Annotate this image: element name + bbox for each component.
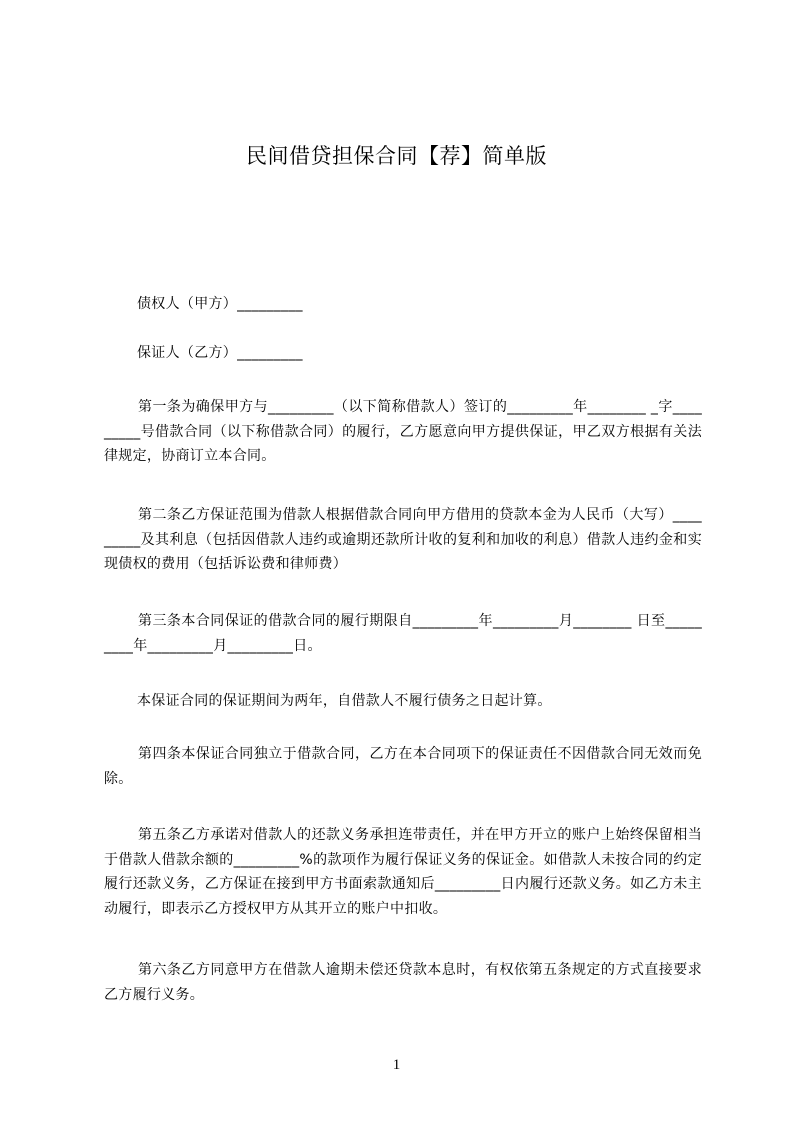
- guarantor-line: 保证人（乙方）_________: [137, 345, 303, 361]
- article-3: 第三条本合同保证的借款合同的履行期限自_________年_________月________ 日至_________年_________月_________日。: [104, 613, 702, 654]
- document-title: 民间借贷担保合同【荐】简单版: [246, 144, 547, 168]
- creditor-line: 债权人（甲方）_________: [137, 296, 303, 312]
- article-6: 第六条乙方同意甲方在借款人逾期未偿还贷款本息时，有权依第五条规定的方式直接要求乙方履行义务。: [104, 962, 702, 1003]
- article-1: 第一条为确保甲方与_________（以下简称借款人）签订的_________年________ _字_________号借款合同（以下称借款合同）的履行，乙方愿意向甲方提供保证，甲乙双方根据有关法律规定，协商订立本合同。: [104, 399, 702, 464]
- article-5: 第五条乙方承诺对借款人的还款义务承担连带责任，并在甲方开立的账户上始终保留相当于借款人借款余额的_________%的款项作为履行保证义务的保证金。如借款人未按合同的约定履行还款义务，乙方保证在接到甲方书面索款通知后_________日内履行还款义务。如乙方未主动履行，即表示乙方授权甲方从其开立的账户中扣收。: [104, 827, 702, 917]
- page-number: 1: [392, 1057, 401, 1073]
- article-2: 第二条乙方保证范围为借款人根据借款合同向甲方借用的贷款本金为人民币（大写）_________及其利息（包括因借款人违约或逾期还款所计收的复利和加收的利息）借款人违约金和实现债权的费用（包括诉讼费和律师费）: [104, 507, 702, 572]
- guarantee-period: 本保证合同的保证期间为两年，自借款人不履行债务之日起计算。: [137, 693, 552, 709]
- article-4: 第四条本保证合同独立于借款合同，乙方在本合同项下的保证责任不因借款合同无效而免除。: [104, 746, 702, 787]
